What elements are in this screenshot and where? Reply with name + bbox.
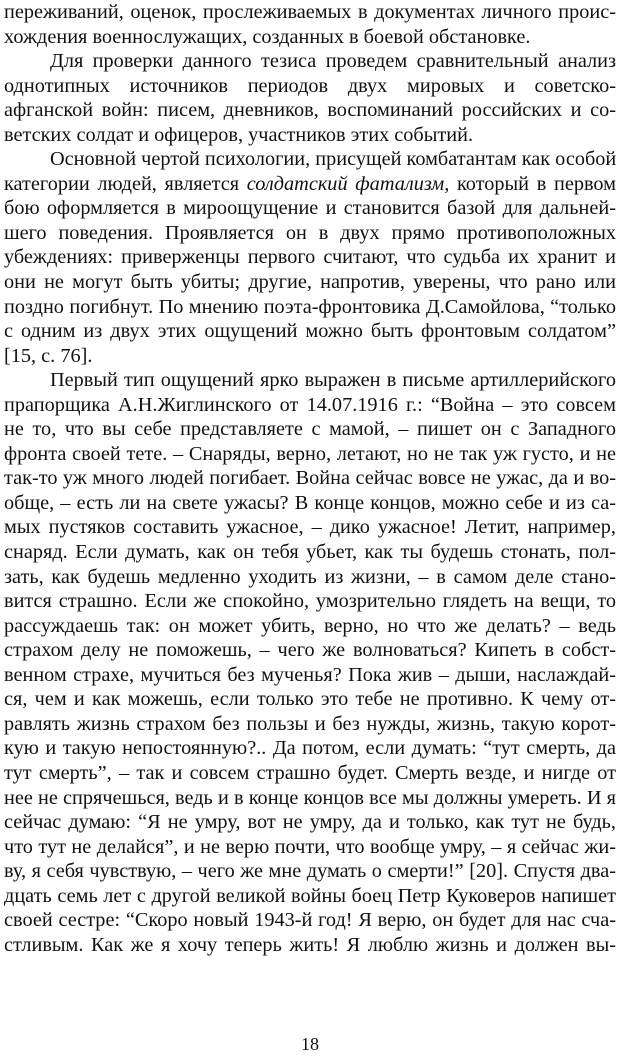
text-segment: Основной чертой психологии, присущей комбатантам как особой bbox=[50, 148, 617, 171]
italic-term: солдатский фатализм bbox=[246, 172, 445, 195]
text-segment: снаряд. Если думать, как он тебя убьет, как ты будешь стонать, пол- bbox=[4, 541, 616, 564]
text-line bbox=[4, 810, 616, 835]
text-segment: кую и такую непостоянную?.. Да потом, если думать: “тут смерть, да bbox=[4, 737, 616, 760]
text-line bbox=[4, 221, 616, 246]
text-segment: бою оформляется в мироощущение и становится базой для дальней- bbox=[4, 197, 616, 220]
text-line bbox=[4, 417, 616, 442]
text-segment: обще, – есть ли на свете ужасы? В конце концов, можно себе и из са- bbox=[4, 491, 616, 514]
text-line bbox=[4, 123, 616, 148]
text-line bbox=[4, 835, 616, 860]
text-segment: так-то уж много людей погибает. Война сейчас вовсе не ужас, да и во- bbox=[4, 467, 616, 490]
text-segment: вится страшно. Если же спокойно, умозрительно глядеть на вещи, то bbox=[4, 590, 616, 613]
text-segment: рассуждаешь так: он может убить, верно, но что же делать? – ведь bbox=[4, 614, 616, 637]
text-segment: сейчас думаю: “Я не умру, вот не умру, да и только, как тут не будь, bbox=[4, 811, 616, 834]
text-line bbox=[4, 25, 616, 50]
text-segment: ветских солдат и офицеров, участников этих событий. bbox=[4, 123, 474, 146]
text-segment: фронта своей тете. – Снаряды, верно, летают, но не так уж густо, и не bbox=[4, 442, 616, 465]
text-segment: не то, что вы себе представляете с мамой, – пишет он с Западного bbox=[4, 418, 616, 441]
text-segment: с одним из двух этих ощущений можно быть фронтовым солдатом” bbox=[4, 320, 616, 343]
text-segment: афганской войн: писем, дневников, воспоминаний российских и со- bbox=[4, 99, 616, 122]
text-segment: прапорщика А.Н.Жиглинского от 14.07.1916 г.: “Война – это совсем bbox=[4, 393, 616, 416]
text-line bbox=[4, 663, 616, 688]
text-line bbox=[4, 270, 616, 295]
text-line bbox=[4, 736, 616, 761]
text-segment: поздно погибнут. По мнению поэта-фронтовика Д.Самойлова, “только bbox=[4, 295, 616, 318]
text-line bbox=[4, 540, 616, 565]
text-segment: равлять жизнь страхом без пользы и без нужды, жизнь, такую корот- bbox=[4, 712, 616, 735]
text-line bbox=[4, 319, 616, 344]
text-segment: венном страхе, мучиться без мученья? Пока жив – дыши, наслаждай- bbox=[4, 663, 616, 686]
text-segment: переживаний, оценок, прослеживаемых в документах личного проис- bbox=[4, 1, 616, 23]
text-segment: Первый тип ощущений ярко выражен в письме артиллерийского bbox=[50, 369, 616, 392]
text-segment: дцать семь лет с другой великой войны боец Петр Куковеров напишет bbox=[4, 884, 616, 907]
text-line bbox=[4, 442, 616, 467]
text-line bbox=[4, 466, 616, 491]
text-segment: нее не спрячешься, ведь и в конце концов все мы должны умереть. И я bbox=[4, 786, 616, 809]
text-line bbox=[4, 614, 616, 639]
text-line bbox=[4, 491, 616, 516]
body-text bbox=[4, 0, 616, 957]
text-segment: зать, как будешь медленно уходить из жизни, – в самом деле стано- bbox=[4, 565, 616, 588]
text-line bbox=[4, 196, 616, 221]
text-segment: страхом делу не поможешь, – чего же волноваться? Кипеть в собст- bbox=[4, 639, 616, 662]
text-line bbox=[4, 859, 616, 884]
text-segment: тут смерть”, – так и совсем страшно будет. Смерть везде, и нигде от bbox=[4, 761, 616, 784]
text-segment: хождения военнослужащих, созданных в боевой обстановке. bbox=[4, 25, 531, 48]
text-line bbox=[4, 344, 616, 369]
text-line bbox=[4, 565, 616, 590]
text-segment: категории людей, является bbox=[4, 172, 247, 195]
text-segment: убеждениях: приверженцы первого считают, что судьба их хранит и bbox=[4, 246, 616, 269]
text-line bbox=[4, 245, 616, 270]
text-line bbox=[4, 687, 616, 712]
text-segment: ву, я себя чувствую, – чего же мне думать о смерти!” [20]. Спустя два- bbox=[4, 860, 616, 883]
text-line bbox=[4, 515, 616, 540]
text-segment: стливым. Как же я хочу теперь жить! Я люблю жизнь и должен вы- bbox=[4, 933, 616, 956]
text-segment: мых пустяков составить ужасное, – дико ужасное! Летит, например, bbox=[4, 516, 616, 539]
text-line bbox=[4, 908, 616, 933]
text-segment: шего поведения. Проявляется он в двух прямо противоположных bbox=[4, 221, 616, 244]
text-line bbox=[4, 0, 616, 25]
text-segment: Для проверки данного тезиса проведем сравнительный анализ bbox=[50, 50, 616, 73]
text-line bbox=[4, 761, 616, 786]
text-segment: своей сестре: “Скоро новый 1943-й год! Я верю, он будет для нас сча- bbox=[4, 909, 616, 932]
text-line bbox=[4, 884, 616, 909]
text-line bbox=[4, 589, 616, 614]
text-line bbox=[4, 786, 616, 811]
text-line bbox=[4, 172, 616, 197]
text-line bbox=[4, 638, 616, 663]
text-segment: , который в первом bbox=[444, 172, 617, 195]
text-line bbox=[4, 368, 616, 393]
text-segment: что тут не делайся”, и не верю почти, что вообще умру, – я сейчас жи- bbox=[4, 835, 616, 858]
text-line bbox=[4, 295, 616, 320]
text-segment: ся, чем и как можешь, если только это тебе не противно. К чему от- bbox=[4, 688, 616, 711]
text-line bbox=[4, 933, 616, 958]
text-line bbox=[4, 98, 616, 123]
text-line bbox=[4, 712, 616, 737]
page-number: 18 bbox=[301, 1034, 319, 1054]
text-segment: они не могут быть убиты; другие, напротив, уверены, что рано или bbox=[4, 271, 616, 294]
text-segment: [15, с. 76]. bbox=[4, 344, 93, 367]
text-line bbox=[4, 393, 616, 418]
text-segment: однотипных источников периодов двух мировых и советско- bbox=[4, 74, 616, 97]
text-line bbox=[4, 147, 616, 172]
text-line bbox=[4, 74, 616, 99]
text-line bbox=[4, 49, 616, 74]
